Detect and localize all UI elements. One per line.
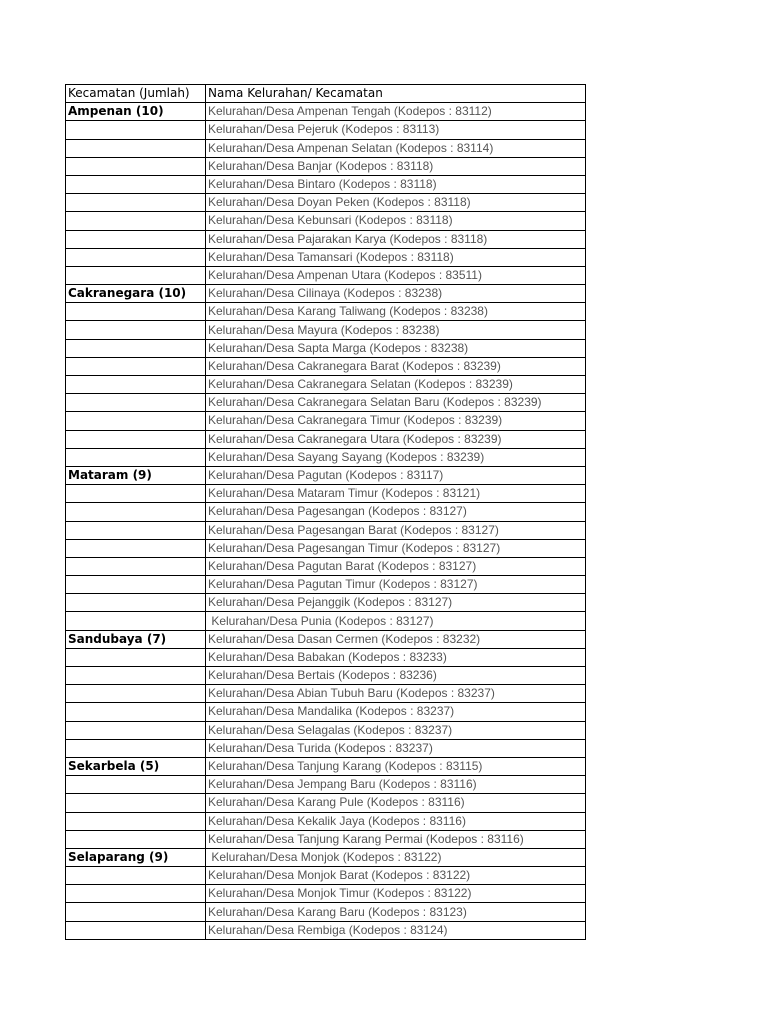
table-row	[66, 867, 586, 885]
kecamatan-cell	[66, 157, 206, 175]
kelurahan-cell: Kelurahan/Desa Cakranegara Selatan Baru (Kodepos : 83239)	[206, 394, 586, 412]
kecamatan-cell: Cakranegara (10)	[66, 285, 206, 303]
kecamatan-cell	[66, 448, 206, 466]
kelurahan-cell: Kelurahan/Desa Monjok (Kodepos : 83122)	[206, 848, 586, 866]
table-row	[66, 485, 586, 503]
kelurahan-cell: Kelurahan/Desa Mayura (Kodepos : 83238)	[206, 321, 586, 339]
table-row	[66, 175, 586, 193]
kecamatan-cell	[66, 867, 206, 885]
kelurahan-cell: Kelurahan/Desa Mataram Timur (Kodepos : 83121)	[206, 485, 586, 503]
kecamatan-cell	[66, 194, 206, 212]
kelurahan-cell: Kelurahan/Desa Dasan Cermen (Kodepos : 83232)	[206, 630, 586, 648]
kecamatan-cell	[66, 212, 206, 230]
table-row	[66, 703, 586, 721]
kelurahan-cell: Kelurahan/Desa Kebunsari (Kodepos : 83118)	[206, 212, 586, 230]
kecamatan-cell	[66, 503, 206, 521]
kelurahan-cell: Kelurahan/Desa Cakranegara Utara (Kodepos : 83239)	[206, 430, 586, 448]
kelurahan-cell: Kelurahan/Desa Banjar (Kodepos : 83118)	[206, 157, 586, 175]
table-row	[66, 630, 586, 648]
kelurahan-cell: Kelurahan/Desa Sapta Marga (Kodepos : 83238)	[206, 339, 586, 357]
kelurahan-cell: Kelurahan/Desa Pagesangan (Kodepos : 83127)	[206, 503, 586, 521]
kecamatan-cell	[66, 394, 206, 412]
table-row	[66, 576, 586, 594]
table-row	[66, 230, 586, 248]
table-row	[66, 794, 586, 812]
kelurahan-cell: Kelurahan/Desa Pajarakan Karya (Kodepos : 83118)	[206, 230, 586, 248]
table-row	[66, 612, 586, 630]
kelurahan-cell: Kelurahan/Desa Doyan Peken (Kodepos : 83118)	[206, 194, 586, 212]
kelurahan-cell: Kelurahan/Desa Ampenan Tengah (Kodepos : 83112)	[206, 103, 586, 121]
table-row	[66, 466, 586, 484]
kecamatan-cell	[66, 121, 206, 139]
kelurahan-cell: Kelurahan/Desa Monjok Timur (Kodepos : 83122)	[206, 885, 586, 903]
table-row	[66, 848, 586, 866]
kecamatan-cell	[66, 376, 206, 394]
table-row	[66, 139, 586, 157]
kecamatan-cell	[66, 248, 206, 266]
table-row	[66, 830, 586, 848]
table-row	[66, 812, 586, 830]
kelurahan-cell: Kelurahan/Desa Pagutan Timur (Kodepos : 83127)	[206, 576, 586, 594]
table-row	[66, 885, 586, 903]
kecamatan-cell: Sekarbela (5)	[66, 757, 206, 775]
kelurahan-cell: Kelurahan/Desa Turida (Kodepos : 83237)	[206, 739, 586, 757]
kecamatan-cell	[66, 321, 206, 339]
kelurahan-cell: Kelurahan/Desa Pagutan Barat (Kodepos : 83127)	[206, 557, 586, 575]
kecamatan-cell	[66, 739, 206, 757]
table-row	[66, 357, 586, 375]
table-row	[66, 430, 586, 448]
kecamatan-cell	[66, 175, 206, 193]
kecamatan-cell	[66, 612, 206, 630]
table-row	[66, 739, 586, 757]
kecamatan-cell	[66, 812, 206, 830]
kecamatan-cell	[66, 667, 206, 685]
kelurahan-cell: Kelurahan/Desa Sayang Sayang (Kodepos : 83239)	[206, 448, 586, 466]
kecamatan-cell	[66, 703, 206, 721]
kelurahan-cell: Kelurahan/Desa Pagesangan Barat (Kodepos : 83127)	[206, 521, 586, 539]
kecamatan-cell	[66, 266, 206, 284]
table-row	[66, 667, 586, 685]
kelurahan-cell: Kelurahan/Desa Cakranegara Barat (Kodepos : 83239)	[206, 357, 586, 375]
kelurahan-cell: Kelurahan/Desa Tanjung Karang (Kodepos : 83115)	[206, 757, 586, 775]
header-kelurahan: Nama Kelurahan/ Kecamatan	[206, 85, 586, 103]
table-row	[66, 321, 586, 339]
table-row	[66, 121, 586, 139]
kelurahan-cell: Kelurahan/Desa Pagesangan Timur (Kodepos : 83127)	[206, 539, 586, 557]
kecamatan-cell	[66, 539, 206, 557]
table-row	[66, 521, 586, 539]
kecamatan-cell	[66, 357, 206, 375]
table-row	[66, 339, 586, 357]
kelurahan-cell: Kelurahan/Desa Ampenan Utara (Kodepos : 83511)	[206, 266, 586, 284]
table-row	[66, 921, 586, 939]
table-row	[66, 539, 586, 557]
table-row	[66, 685, 586, 703]
kelurahan-cell: Kelurahan/Desa Babakan (Kodepos : 83233)	[206, 648, 586, 666]
kelurahan-cell: Kelurahan/Desa Cilinaya (Kodepos : 83238)	[206, 285, 586, 303]
kelurahan-cell: Kelurahan/Desa Pagutan (Kodepos : 83117)	[206, 466, 586, 484]
kecamatan-cell	[66, 139, 206, 157]
kelurahan-cell: Kelurahan/Desa Monjok Barat (Kodepos : 83122)	[206, 867, 586, 885]
kelurahan-cell: Kelurahan/Desa Karang Baru (Kodepos : 83123)	[206, 903, 586, 921]
table-row	[66, 903, 586, 921]
kelurahan-cell: Kelurahan/Desa Jempang Baru (Kodepos : 83116)	[206, 776, 586, 794]
kelurahan-cell: Kelurahan/Desa Ampenan Selatan (Kodepos : 83114)	[206, 139, 586, 157]
kecamatan-cell	[66, 339, 206, 357]
table-row	[66, 757, 586, 775]
table-row	[66, 303, 586, 321]
kecamatan-cell	[66, 685, 206, 703]
kecamatan-cell	[66, 576, 206, 594]
kelurahan-cell: Kelurahan/Desa Bintaro (Kodepos : 83118)	[206, 175, 586, 193]
kecamatan-cell	[66, 903, 206, 921]
kecamatan-cell	[66, 721, 206, 739]
kecamatan-cell	[66, 430, 206, 448]
table-row	[66, 448, 586, 466]
kelurahan-cell: Kelurahan/Desa Pejanggik (Kodepos : 83127)	[206, 594, 586, 612]
kecamatan-cell: Ampenan (10)	[66, 103, 206, 121]
table-row	[66, 412, 586, 430]
kecamatan-cell	[66, 921, 206, 939]
kelurahan-cell: Kelurahan/Desa Pejeruk (Kodepos : 83113)	[206, 121, 586, 139]
kecamatan-cell	[66, 648, 206, 666]
kelurahan-cell: Kelurahan/Desa Punia (Kodepos : 83127)	[206, 612, 586, 630]
kecamatan-cell	[66, 885, 206, 903]
kecamatan-cell	[66, 303, 206, 321]
kelurahan-cell: Kelurahan/Desa Bertais (Kodepos : 83236)	[206, 667, 586, 685]
kecamatan-cell	[66, 412, 206, 430]
table-body	[66, 85, 586, 940]
table-row	[66, 266, 586, 284]
header-kecamatan: Kecamatan (Jumlah)	[66, 85, 206, 103]
table-row	[66, 285, 586, 303]
kecamatan-cell	[66, 794, 206, 812]
kelurahan-cell: Kelurahan/Desa Kekalik Jaya (Kodepos : 83116)	[206, 812, 586, 830]
kecamatan-cell	[66, 230, 206, 248]
kelurahan-cell: Kelurahan/Desa Selagalas (Kodepos : 83237)	[206, 721, 586, 739]
table-row	[66, 194, 586, 212]
kelurahan-table	[65, 84, 586, 940]
header-row	[66, 85, 586, 103]
table-row	[66, 557, 586, 575]
table-row	[66, 594, 586, 612]
table-row	[66, 212, 586, 230]
table-row	[66, 157, 586, 175]
kelurahan-cell: Kelurahan/Desa Cakranegara Timur (Kodepos : 83239)	[206, 412, 586, 430]
kecamatan-cell: Selaparang (9)	[66, 848, 206, 866]
table-row	[66, 248, 586, 266]
kelurahan-cell: Kelurahan/Desa Karang Taliwang (Kodepos : 83238)	[206, 303, 586, 321]
kelurahan-cell: Kelurahan/Desa Rembiga (Kodepos : 83124)	[206, 921, 586, 939]
table-row	[66, 376, 586, 394]
table-row	[66, 394, 586, 412]
kelurahan-cell: Kelurahan/Desa Cakranegara Selatan (Kodepos : 83239)	[206, 376, 586, 394]
table-row	[66, 648, 586, 666]
kelurahan-cell: Kelurahan/Desa Mandalika (Kodepos : 83237)	[206, 703, 586, 721]
table-row	[66, 721, 586, 739]
kecamatan-cell	[66, 830, 206, 848]
kecamatan-cell	[66, 557, 206, 575]
kecamatan-cell	[66, 594, 206, 612]
kelurahan-cell: Kelurahan/Desa Tamansari (Kodepos : 83118)	[206, 248, 586, 266]
kecamatan-cell	[66, 521, 206, 539]
table-row	[66, 503, 586, 521]
kecamatan-cell: Sandubaya (7)	[66, 630, 206, 648]
kecamatan-cell	[66, 776, 206, 794]
table-row	[66, 103, 586, 121]
kelurahan-cell: Kelurahan/Desa Tanjung Karang Permai (Kodepos : 83116)	[206, 830, 586, 848]
kelurahan-cell: Kelurahan/Desa Abian Tubuh Baru (Kodepos : 83237)	[206, 685, 586, 703]
table-row	[66, 776, 586, 794]
kelurahan-cell: Kelurahan/Desa Karang Pule (Kodepos : 83116)	[206, 794, 586, 812]
kecamatan-cell: Mataram (9)	[66, 466, 206, 484]
kecamatan-cell	[66, 485, 206, 503]
